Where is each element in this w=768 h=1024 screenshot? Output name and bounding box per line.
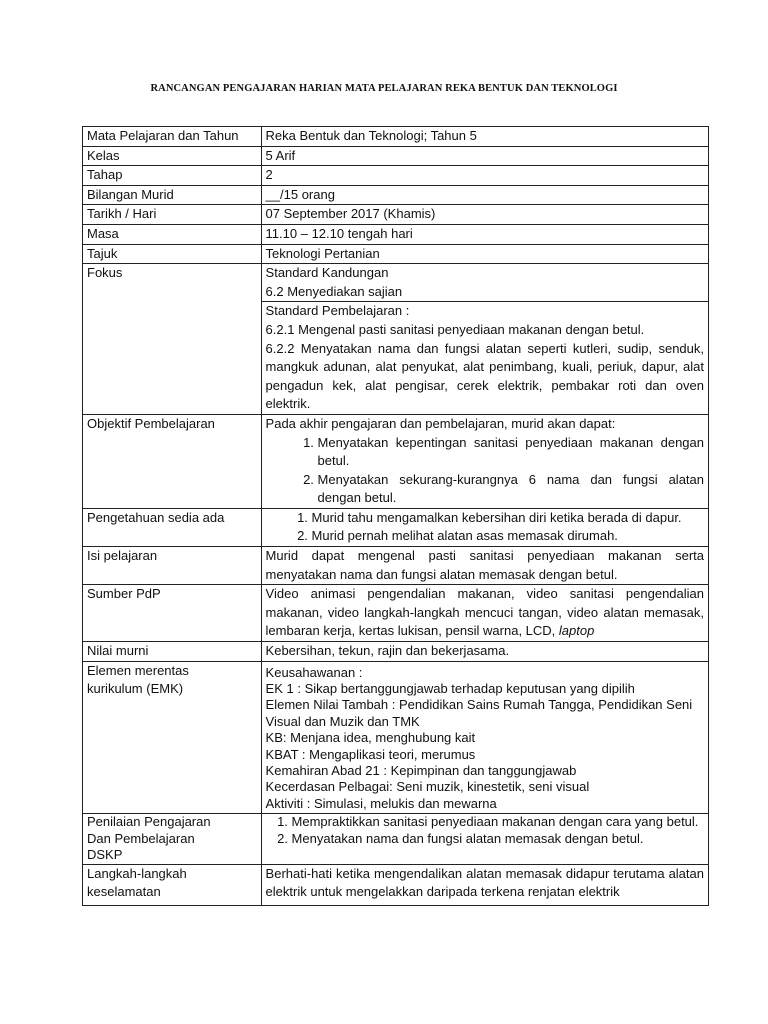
resources-value-italic: laptop xyxy=(558,623,595,639)
objectives-list xyxy=(266,434,704,508)
safety-value: Berhati-hati ketika mengendalikan alatan memasak didapur terutama alatan elektrik untuk mengelakkan daripada terkena renjatan elektrik xyxy=(261,864,708,905)
table-row xyxy=(83,185,709,205)
class-label: Kelas xyxy=(83,146,262,166)
emk-line: EK 1 : Sikap bertanggungjawab terhadap keputusan yang dipilih xyxy=(265,681,635,697)
prior-knowledge-cell xyxy=(261,508,708,546)
time-label: Masa xyxy=(83,224,262,244)
level-label: Tahap xyxy=(83,166,262,186)
students-value: __/15 orang xyxy=(261,185,708,205)
content-value: Murid dapat mengenal pasti sanitasi penyediaan makanan serta menyatakan nama dan fungsi alatan memasak dengan betul. xyxy=(261,547,708,585)
emk-line: Kecerdasan Pelbagai: Seni muzik, kinestetik, seni visual xyxy=(265,779,590,795)
list-item: 2. Menyatakan nama dan fungsi alatan memasak dengan betul. xyxy=(292,831,704,847)
emk-line: Keusahawanan : xyxy=(265,664,363,680)
list-item: 1. Menyatakan kepentingan sanitasi penyediaan makanan dengan betul. xyxy=(318,434,704,471)
table-row xyxy=(83,146,709,166)
assessment-label-line-2: Dan Pembelajaran xyxy=(87,830,195,846)
time-value: 11.10 – 12.10 tengah hari xyxy=(261,224,708,244)
table-row xyxy=(83,547,709,585)
emk-line: Aktiviti : Simulasi, melukis dan mewarna xyxy=(265,795,497,811)
table-row xyxy=(83,264,709,302)
table-row xyxy=(83,414,709,508)
document-title: RANCANGAN PENGAJARAN HARIAN MATA PELAJARAN REKA BENTUK DAN TEKNOLOGI xyxy=(150,83,618,94)
emk-label-line-2: kurikulum (EMK) xyxy=(87,681,184,697)
lesson-plan-table xyxy=(82,126,709,906)
subject-label: Mata Pelajaran dan Tahun xyxy=(83,127,262,147)
emk-line: KB: Menjana idea, menghubung kait xyxy=(265,730,476,746)
table-row xyxy=(83,224,709,244)
emk-label-line-1: Elemen merentas xyxy=(87,662,189,678)
content-standard-cell xyxy=(261,264,708,302)
learning-standard-2: 6.2.2 Menyatakan nama dan fungsi alatan seperti kutleri, sudip, senduk, mangkuk adunan, alat penyukat, alat penimbang, kuali, periuk, dapur, alat pengadun kek, alat pengisar, cerek elektrik, pembakar roti dan oven elektrik. xyxy=(265,340,704,412)
prior-knowledge-label: Pengetahuan sedia ada xyxy=(83,508,262,546)
table-row xyxy=(83,166,709,186)
objectives-cell xyxy=(261,414,708,508)
learning-standard-heading: Standard Pembelajaran : xyxy=(265,303,410,319)
resources-value: Video animasi pengendalian makanan, video sanitasi pengendalian makanan, video langkah-langkah mencuci tangan, video alatan memasak, lembaran kerja, kertas lukisan, pensil warna, LCD, xyxy=(265,586,704,639)
subject-value: Reka Bentuk dan Teknologi; Tahun 5 xyxy=(261,127,708,147)
assessment-cell xyxy=(261,814,708,864)
content-label: Isi pelajaran xyxy=(83,547,262,585)
emk-line: KBAT : Mengaplikasi teori, merumus xyxy=(265,746,476,762)
topic-value: Teknologi Pertanian xyxy=(261,244,708,264)
assessment-label xyxy=(83,814,262,864)
learning-standard-cell xyxy=(261,302,708,415)
safety-label-line-1: Langkah-langkah xyxy=(87,865,187,881)
table-row xyxy=(83,814,709,864)
list-item: 2. Menyatakan sekurang-kurangnya 6 nama dan fungsi alatan dengan betul. xyxy=(318,471,704,508)
resources-label: Sumber PdP xyxy=(83,585,262,642)
values-label: Nilai murni xyxy=(83,642,262,662)
safety-label-line-2: keselamatan xyxy=(87,884,161,900)
prior-knowledge-list xyxy=(266,509,704,546)
table-row xyxy=(83,661,709,814)
date-label: Tarikh / Hari xyxy=(83,205,262,225)
topic-label: Tajuk xyxy=(83,244,262,264)
content-standard-heading: Standard Kandungan xyxy=(265,265,389,281)
table-row xyxy=(83,642,709,662)
list-item: 2. Murid pernah melihat alatan asas memasak dirumah. xyxy=(312,527,704,546)
assessment-label-line-3: DSKP xyxy=(87,847,123,863)
content-standard-text: 6.2 Menyediakan sajian xyxy=(265,283,403,299)
objectives-label: Objektif Pembelajaran xyxy=(83,414,262,508)
students-label: Bilangan Murid xyxy=(83,185,262,205)
emk-label xyxy=(83,661,262,814)
date-value: 07 September 2017 (Khamis) xyxy=(261,205,708,225)
table-row xyxy=(83,244,709,264)
table-row xyxy=(83,127,709,147)
emk-line: Elemen Nilai Tambah : Pendidikan Sains Rumah Tangga, Pendidikan Seni Visual dan Muzik dan TMK xyxy=(265,697,693,729)
table-row xyxy=(83,864,709,905)
level-value: 2 xyxy=(261,166,708,186)
focus-label: Fokus xyxy=(83,264,262,415)
assessment-label-line-1: Penilaian Pengajaran xyxy=(87,814,211,830)
table-row xyxy=(83,585,709,642)
table-row xyxy=(83,508,709,546)
table-row xyxy=(83,205,709,225)
emk-line: Kemahiran Abad 21 : Kepimpinan dan tanggungjawab xyxy=(265,763,577,779)
objectives-intro: Pada akhir pengajaran dan pembelajaran, murid akan dapat: xyxy=(265,415,616,431)
class-value: 5 Arif xyxy=(261,146,708,166)
assessment-list xyxy=(266,814,704,847)
list-item: 1. Mempraktikkan sanitasi penyediaan makanan dengan cara yang betul. xyxy=(292,814,704,830)
emk-cell xyxy=(261,661,708,814)
list-item: 1. Murid tahu mengamalkan kebersihan diri ketika berada di dapur. xyxy=(312,509,704,528)
learning-standard-1: 6.2.1 Mengenal pasti sanitasi penyediaan makanan dengan betul. xyxy=(265,321,645,337)
resources-cell xyxy=(261,585,708,642)
safety-label xyxy=(83,864,262,905)
values-value: Kebersihan, tekun, rajin dan bekerjasama. xyxy=(261,642,708,662)
